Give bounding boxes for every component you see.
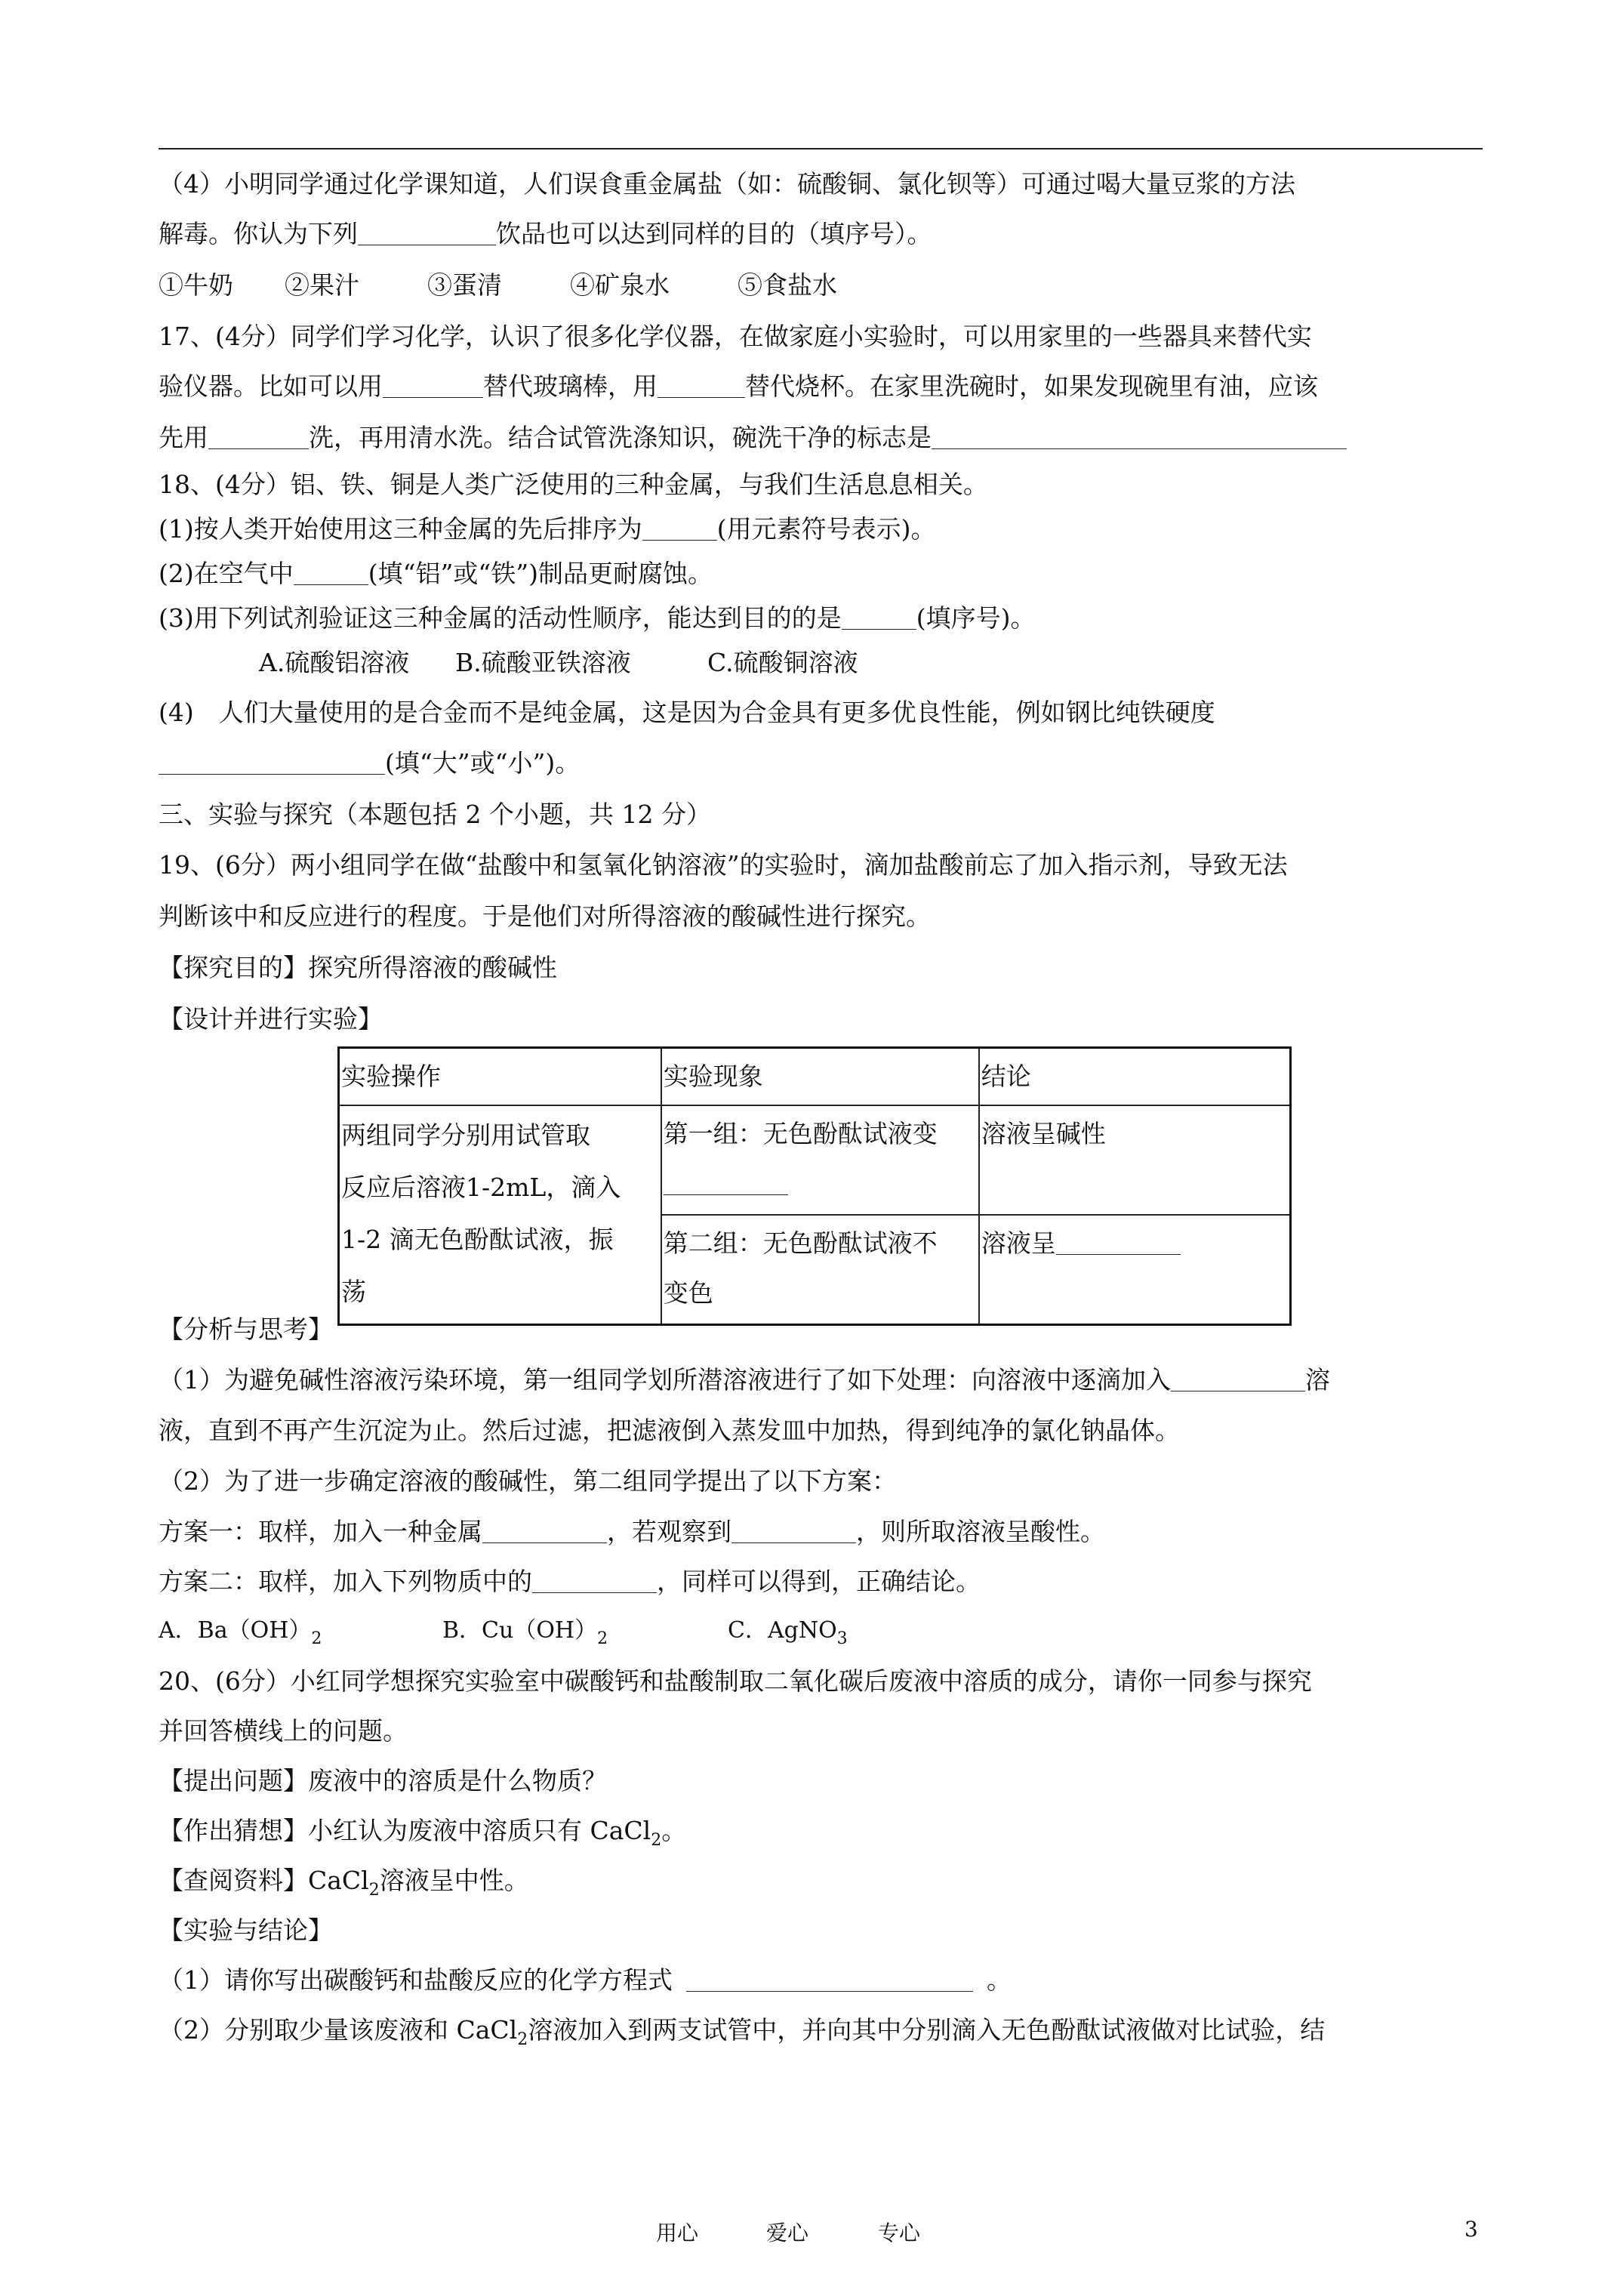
question-17-cont: 验仪器。比如可以用 替代玻璃棒，用 替代烧杯。在家里洗碗时，如果发现碗里有油，应该: [159, 371, 1318, 401]
options-18-3: A.硫酸铝溶液 B.硫酸亚铁溶液 C.硫酸铜溶液: [259, 648, 858, 677]
options-16-4: ①牛奶 ②果汁 ③蛋清 ④矿泉水 ⑤食盐水: [159, 270, 837, 300]
header-cell: 结论: [979, 1048, 1291, 1106]
experiment-1: （1）请你写出碳酸钙和盐酸反应的化学方程式 。: [159, 1965, 1012, 1995]
question-20: 20、(6分）小红同学想探究实验室中碳酸钙和盐酸制取二氧化碳后废液中溶质的成分，请你一同参与探究: [159, 1666, 1312, 1696]
question-16-4-cont: 解毒。你认为下列 饮品也可以达到同样的目的（填序号）。: [159, 219, 932, 248]
phenomenon-cell: 第一组：无色酚酞试液变: [661, 1105, 979, 1215]
answer-blank: [932, 426, 1347, 449]
answer-blank: [658, 374, 745, 398]
table-row: [339, 1105, 1291, 1215]
answer-blank: [731, 1520, 856, 1543]
analysis-2: （2）为了进一步确定溶液的酸碱性，第二组同学提出了以下方案：: [159, 1466, 897, 1496]
question-17-cont2: 先用 洗，再用清水洗。结合试管洗涤知识，碗洗干净的标志是: [159, 421, 1347, 455]
purpose: 【探究目的】探究所得溶液的酸碱性: [159, 953, 557, 982]
answer-blank: [642, 517, 717, 541]
header-cell: 实验现象: [661, 1048, 979, 1106]
question-17: 17、(4分）同学们学习化学，认识了很多化学仪器，在做家庭小实验时，可以用家里的一些器具来替代实: [159, 322, 1312, 351]
answer-blank: [664, 1172, 788, 1195]
experiment-conclusion-heading: 【实验与结论】: [159, 1915, 333, 1945]
header-cell: 实验操作: [339, 1048, 661, 1106]
question-19-cont: 判断该中和反应进行的程度。于是他们对所得溶液的酸碱性进行探究。: [159, 901, 931, 931]
analysis-heading: 【分析与思考】: [159, 1314, 333, 1344]
question-18-4: (4) 人们大量使用的是合金而不是纯金属，这是因为合金具有更多优良性能，例如钢比纯铁硬度: [159, 698, 1215, 727]
plan-2: 方案二：取样，加入下列物质中的 ，同样可以得到，正确结论。: [159, 1567, 981, 1596]
question-18-4-cont: (填“大”或“小”)。: [159, 747, 580, 780]
question-18-1: (1)按人类开始使用这三种金属的先后排序为 (用元素符号表示)。: [159, 514, 936, 544]
answer-blank: [532, 1570, 657, 1593]
answer-blank: [1056, 1231, 1181, 1255]
hypothesis: 【作出猜想】小红认为废液中溶质只有 CaCl$_2$。: [159, 1816, 687, 1850]
section-3-heading: 三、实验与探究（本题包括 2 个小题，共 12 分）: [159, 800, 711, 829]
answer-blank: [482, 1520, 607, 1543]
operation-cell: 两组同学分别用试管取 反应后溶液1-2mL，滴入 1-2 滴无色酚酞试液，振 荡: [339, 1105, 661, 1325]
answer-blank: [208, 426, 309, 449]
question-19: 19、(6分）两小组同学在做“盐酸中和氢氧化钠溶液”的实验时，滴加盐酸前忘了加入指示剂，导致无法: [159, 850, 1288, 880]
analysis-1-cont: 液，直到不再产生沉淀为止。然后过滤，把滤液倒入蒸发皿中加热，得到纯净的氯化钠晶体。: [159, 1416, 1180, 1445]
question-18: 18、(4分）铝、铁、铜是人类广泛使用的三种金属，与我们生活息息相关。: [159, 470, 988, 499]
conclusion-cell: 溶液呈: [979, 1215, 1291, 1325]
ask-question: 【提出问题】废液中的溶质是什么物质？: [159, 1766, 607, 1795]
footer-text: 爱心: [766, 2220, 809, 2245]
experiment-2: （2）分别取少量该废液和 CaCl$_2$溶液加入到两支试管中，并向其中分别滴入无色酚酞试液做对比试验，结: [159, 2015, 1326, 2049]
experiment-table: [337, 1046, 1292, 1326]
question-20-cont: 并回答横线上的问题。: [159, 1716, 408, 1746]
page-number: 3: [1464, 2217, 1478, 2242]
answer-blank: [159, 751, 385, 775]
answer-blank: [842, 606, 916, 630]
header-rule: [159, 148, 1483, 149]
answer-blank: [686, 1968, 973, 1992]
plan-1: 方案一：取样，加入一种金属 ，若观察到 ，则所取溶液呈酸性。: [159, 1517, 1105, 1546]
reference: 【查阅资料】CaCl$_2$溶液呈中性。: [159, 1866, 529, 1900]
footer-text: 用心: [656, 2220, 699, 2245]
question-18-2: (2)在空气中 (填“铝”或“铁”)制品更耐腐蚀。: [159, 559, 713, 588]
options-plan-2: A．$Ba(OH)_2$ B．$Cu(OH)_2$ C．AgNO$_3$: [159, 1617, 848, 1648]
answer-blank: [358, 222, 496, 245]
answer-blank: [294, 562, 368, 585]
footer-text: 专心: [878, 2220, 921, 2245]
answer-blank: [383, 374, 483, 398]
phenomenon-cell: 第二组：无色酚酞试液不 变色: [661, 1215, 979, 1325]
analysis-1: （1）为避免碱性溶液污染环境，第一组同学划所潜溶液进行了如下处理：向溶液中逐滴加入 溶: [159, 1365, 1330, 1395]
answer-blank: [1171, 1368, 1305, 1391]
question-18-3: (3)用下列试剂验证这三种金属的活动性顺序，能达到目的的是 (填序号)。: [159, 603, 1036, 633]
question-16-4: （4）小明同学通过化学课知道，人们误食重金属盐（如：硫酸铜、氯化钡等）可通过喝大量豆浆的方法: [159, 169, 1295, 199]
design-heading: 【设计并进行实验】: [159, 1004, 383, 1034]
table-header-row: [339, 1048, 1291, 1106]
conclusion-cell: 溶液呈碱性: [979, 1105, 1291, 1215]
